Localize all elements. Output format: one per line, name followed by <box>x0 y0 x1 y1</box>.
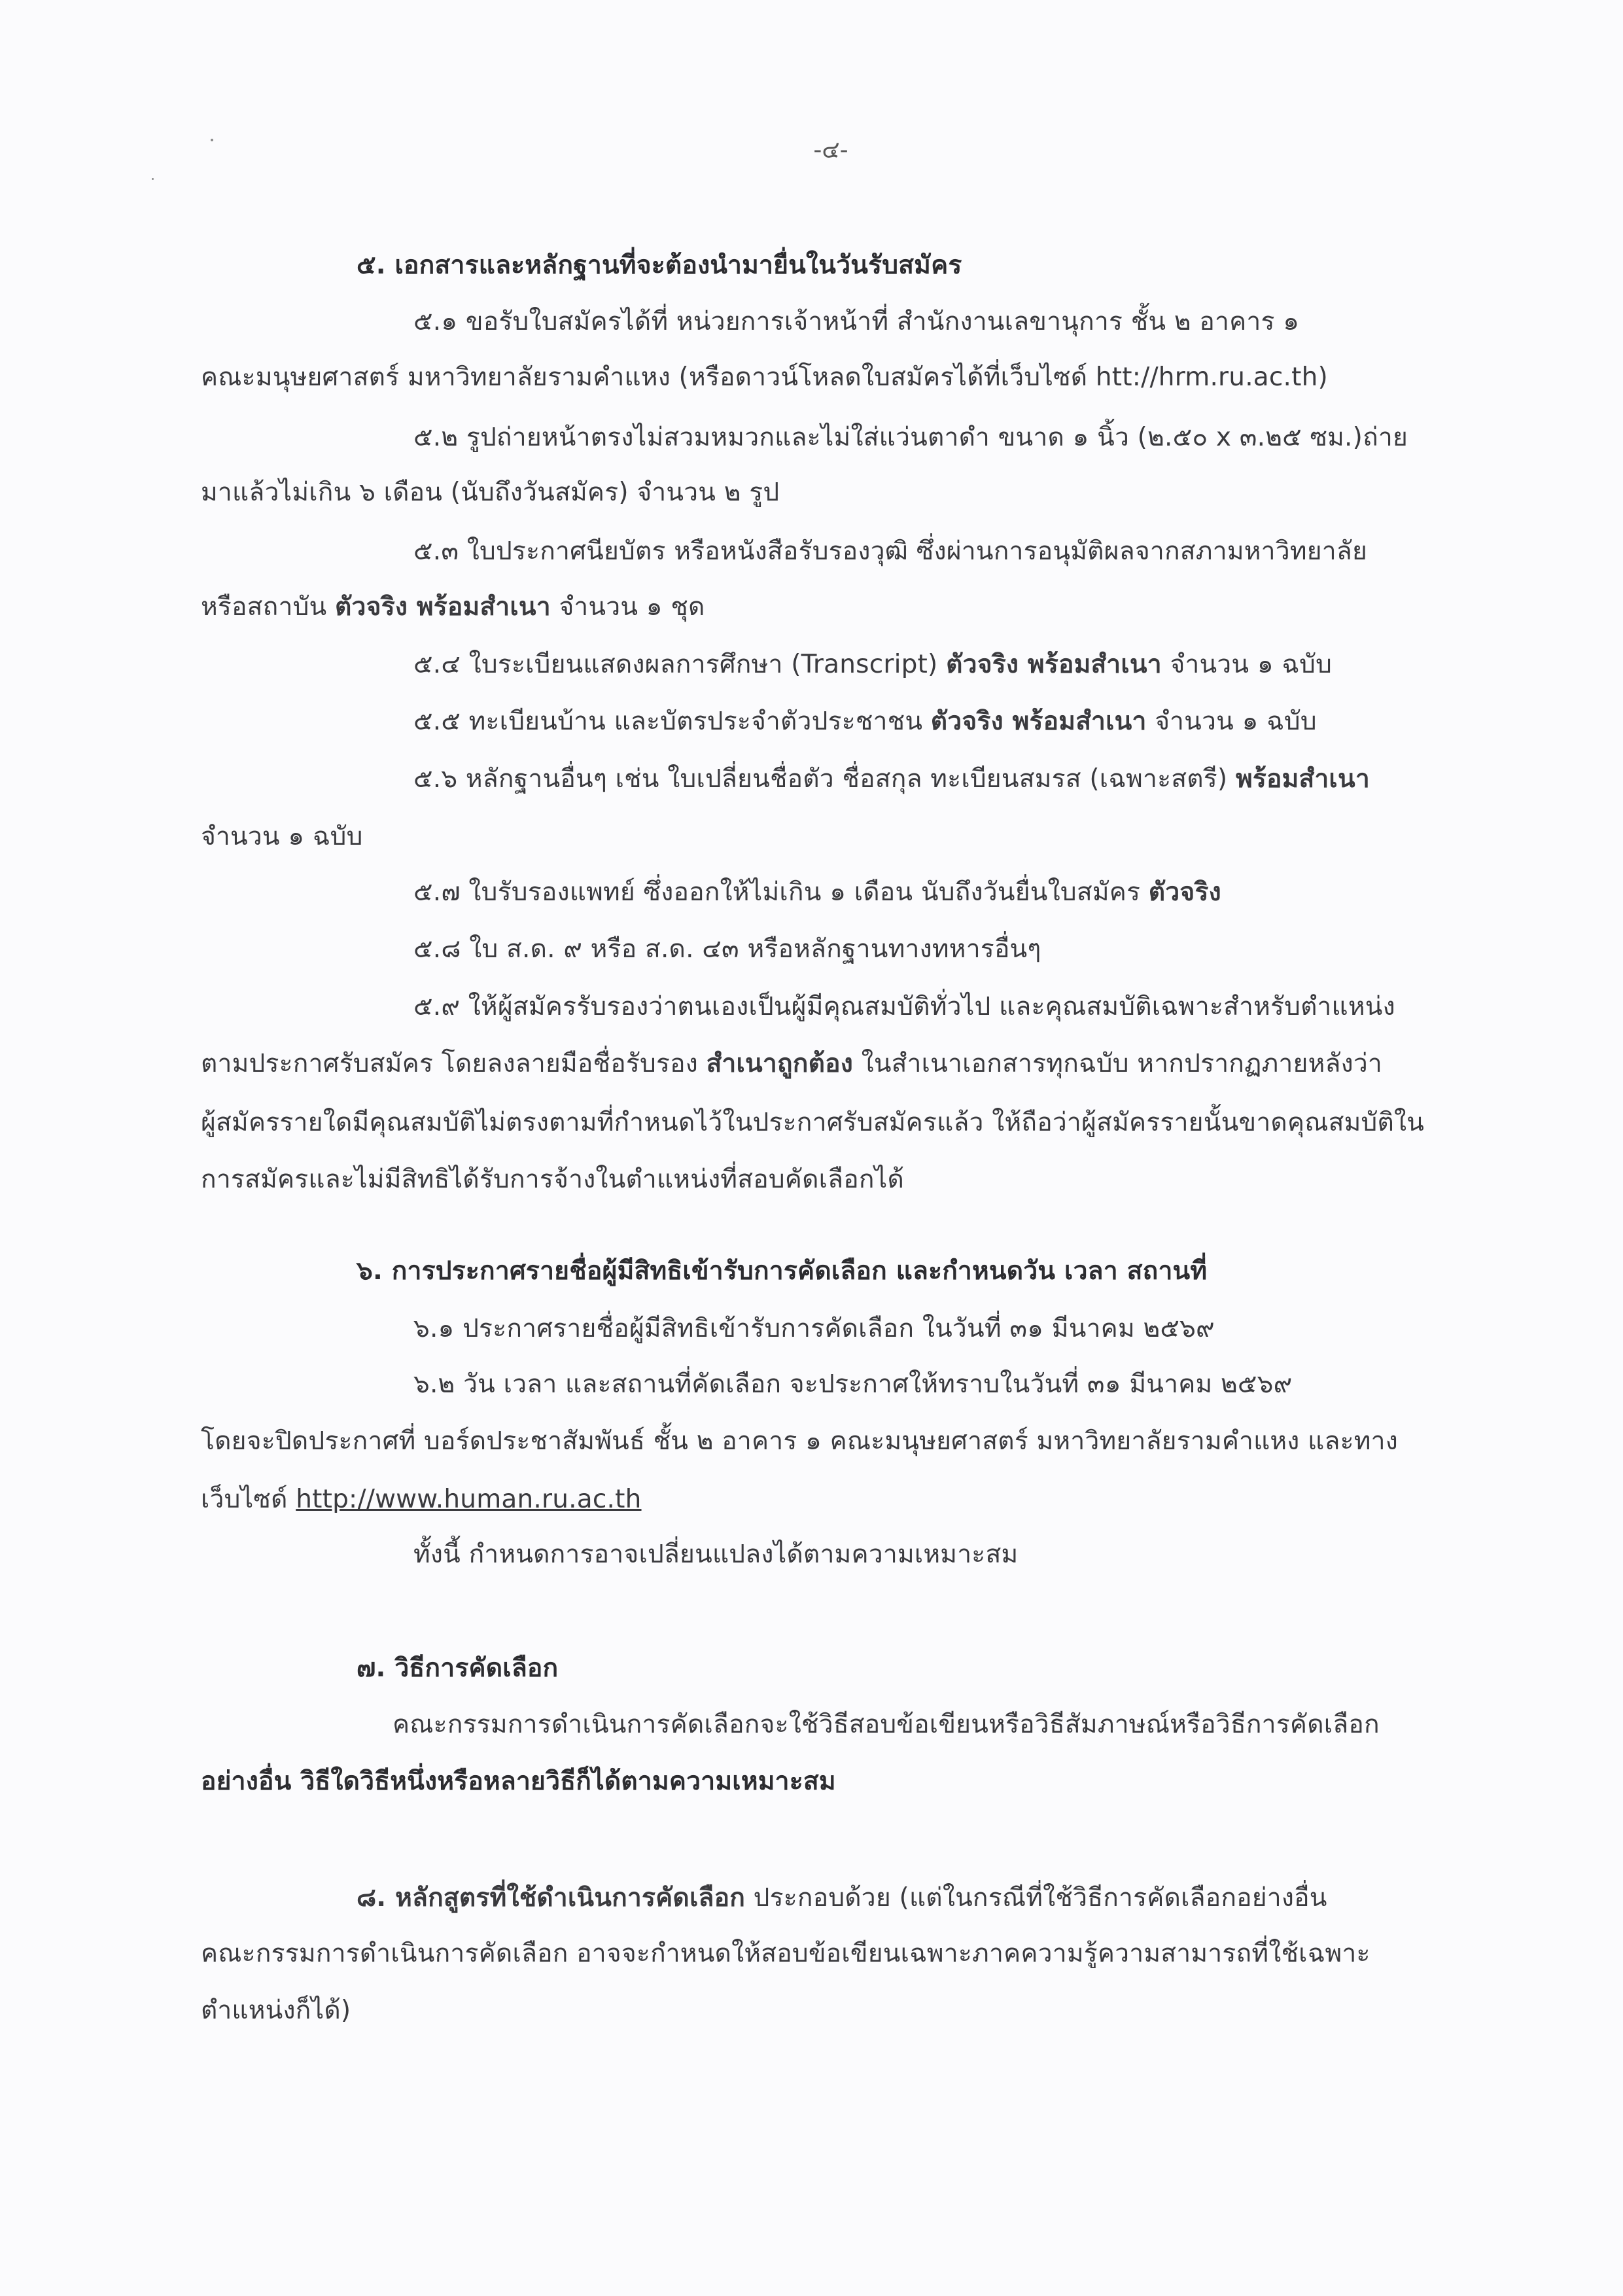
section-5-line <box>413 646 1332 683</box>
scan-speck <box>152 178 154 180</box>
bold-text: ตัวจริง <box>1148 877 1221 907</box>
section-6-line <box>201 1481 642 1518</box>
section-5-line <box>413 703 1317 740</box>
section-8-line: ตำแหน่งก็ได้) <box>201 1996 351 2025</box>
section-5-line: ผู้สมัครรายใดมีคุณสมบัติไม่ตรงตามที่กำหนดไว้ในประกาศรับสมัครแล้ว ให้ถือว่าผู้สมัครรายนั้นขาดคุณสมบัติใน <box>201 1108 1425 1137</box>
section-5-line: จำนวน ๑ ฉบับ <box>201 822 363 851</box>
text: ตามประกาศรับสมัคร โดยลงลายมือชื่อรับรอง <box>201 1049 707 1078</box>
text: เว็บไซด์ <box>201 1485 296 1514</box>
section-5-line: ๕.๓ ใบประกาศนียบัตร หรือหนังสือรับรองวุฒิ ซึ่งผ่านการอนุมัติผลจากสภามหาวิทยาลัย <box>413 537 1368 566</box>
section-5-line: คณะมนุษยศาสตร์ มหาวิทยาลัยรามคำแหง (หรือดาวน์โหลดใบสมัครได้ที่เว็บไซด์ htt://hrm.ru.ac.th) <box>201 362 1328 392</box>
section-8-heading: ๘. หลักสูตรที่ใช้ดำเนินการคัดเลือก <box>357 1883 746 1913</box>
section-5-line <box>413 874 1221 911</box>
section-6-line: โดยจะปิดประกาศที่ บอร์ดประชาสัมพันธ์ ชั้น ๒ อาคาร ๑ คณะมนุษยศาสตร์ มหาวิทยาลัยรามคำแหง และทาง <box>201 1426 1398 1456</box>
bold-text: ตัวจริง พร้อมสำเนา <box>930 707 1147 736</box>
text: หรือสถาบัน <box>201 592 336 622</box>
section-6-line: ทั้งนี้ กำหนดการอาจเปลี่ยนแปลงได้ตามความเหมาะสม <box>413 1540 1019 1569</box>
text: จำนวน ๑ ชุด <box>550 592 705 622</box>
text: ในสำเนาเอกสารทุกฉบับ หากปรากฏภายหลังว่า <box>852 1049 1383 1078</box>
bold-text: สำเนาถูกต้อง <box>706 1049 853 1078</box>
section-5-line: ๕.๑ ขอรับใบสมัครได้ที่ หน่วยการเจ้าหน้าที่ สำนักงานเลขานุการ ชั้น ๒ อาคาร ๑ <box>413 307 1300 336</box>
text: ๕.๗ ใบรับรองแพทย์ ซึ่งออกให้ไม่เกิน ๑ เดือน นับถึงวันยื่นใบสมัคร <box>413 877 1149 907</box>
section-5-line: ๕.๙ ให้ผู้สมัครรับรองว่าตนเองเป็นผู้มีคุณสมบัติทั่วไป และคุณสมบัติเฉพาะสำหรับตำแหน่ง <box>413 992 1395 1021</box>
text: จำนวน ๑ ฉบับ <box>1161 650 1333 679</box>
section-7-line: คณะกรรมการดำเนินการคัดเลือกจะใช้วิธีสอบข้อเขียนหรือวิธีสัมภาษณ์หรือวิธีการคัดเลือก <box>393 1710 1380 1739</box>
text: จำนวน ๑ ฉบับ <box>1146 707 1317 736</box>
section-5-line <box>413 761 1370 798</box>
section-5-line <box>201 1046 1382 1082</box>
text: ๕.๔ ใบระเบียนแสดงผลการศึกษา (Transcript) <box>413 650 947 679</box>
section-6-line: ๖.๒ วัน เวลา และสถานที่คัดเลือก จะประกาศให้ทราบในวันที่ ๓๑ มีนาคม ๒๕๖๙ <box>413 1369 1293 1399</box>
section-5-line: มาแล้วไม่เกิน ๖ เดือน (นับถึงวันสมัคร) จำนวน ๒ รูป <box>201 478 780 507</box>
section-6-heading: ๖. การประกาศรายชื่อผู้มีสิทธิเข้ารับการคัดเลือก และกำหนดวัน เวลา สถานที่ <box>357 1256 1208 1286</box>
bold-text: พร้อมสำเนา <box>1235 764 1370 794</box>
text: ๕.๖ หลักฐานอื่นๆ เช่น ใบเปลี่ยนชื่อตัว ชื่อสกุล ทะเบียนสมรส (เฉพาะสตรี) <box>413 764 1236 794</box>
website-link[interactable]: http://www.human.ru.ac.th <box>296 1485 642 1514</box>
section-8-line: คณะกรรมการดำเนินการคัดเลือก อาจจะกำหนดให้สอบข้อเขียนเฉพาะภาคความรู้ความสามารถที่ใช้เฉพาะ <box>201 1939 1370 1968</box>
scan-speck <box>211 139 213 141</box>
section-6-line: ๖.๑ ประกาศรายชื่อผู้มีสิทธิเข้ารับการคัดเลือก ในวันที่ ๓๑ มีนาคม ๒๕๖๙ <box>413 1314 1215 1343</box>
bold-text: ตัวจริง พร้อมสำเนา <box>946 650 1162 679</box>
section-8-line <box>357 1880 1327 1916</box>
section-7-heading: ๗. วิธีการคัดเลือก <box>357 1653 559 1683</box>
text: ๕.๕ ทะเบียนบ้าน และบัตรประจำตัวประชาชน <box>413 707 931 736</box>
text: ประกอบด้วย (แต่ในกรณีที่ใช้วิธีการคัดเลือกอย่างอื่น <box>745 1883 1327 1913</box>
page-number: -๔- <box>813 137 848 164</box>
section-5-heading: ๕. เอกสารและหลักฐานที่จะต้องนำมายื่นในวันรับสมัคร <box>357 251 962 280</box>
section-5-line: การสมัครและไม่มีสิทธิได้รับการจ้างในตำแหน่งที่สอบคัดเลือกได้ <box>201 1165 905 1194</box>
section-5-line <box>201 589 705 626</box>
section-5-line: ๕.๒ รูปถ่ายหน้าตรงไม่สวมหมวกและไม่ใส่แว่นตาดำ ขนาด ๑ นิ้ว (๒.๕๐ x ๓.๒๕ ซม.)ถ่าย <box>413 423 1408 452</box>
section-5-line: ๕.๘ ใบ ส.ด. ๙ หรือ ส.ด. ๔๓ หรือหลักฐานทางทหารอื่นๆ <box>413 934 1041 964</box>
section-7-line: อย่างอื่น วิธีใดวิธีหนึ่งหรือหลายวิธีก็ได้ตามความเหมาะสม <box>201 1767 836 1796</box>
bold-text: ตัวจริง พร้อมสำเนา <box>335 592 551 622</box>
